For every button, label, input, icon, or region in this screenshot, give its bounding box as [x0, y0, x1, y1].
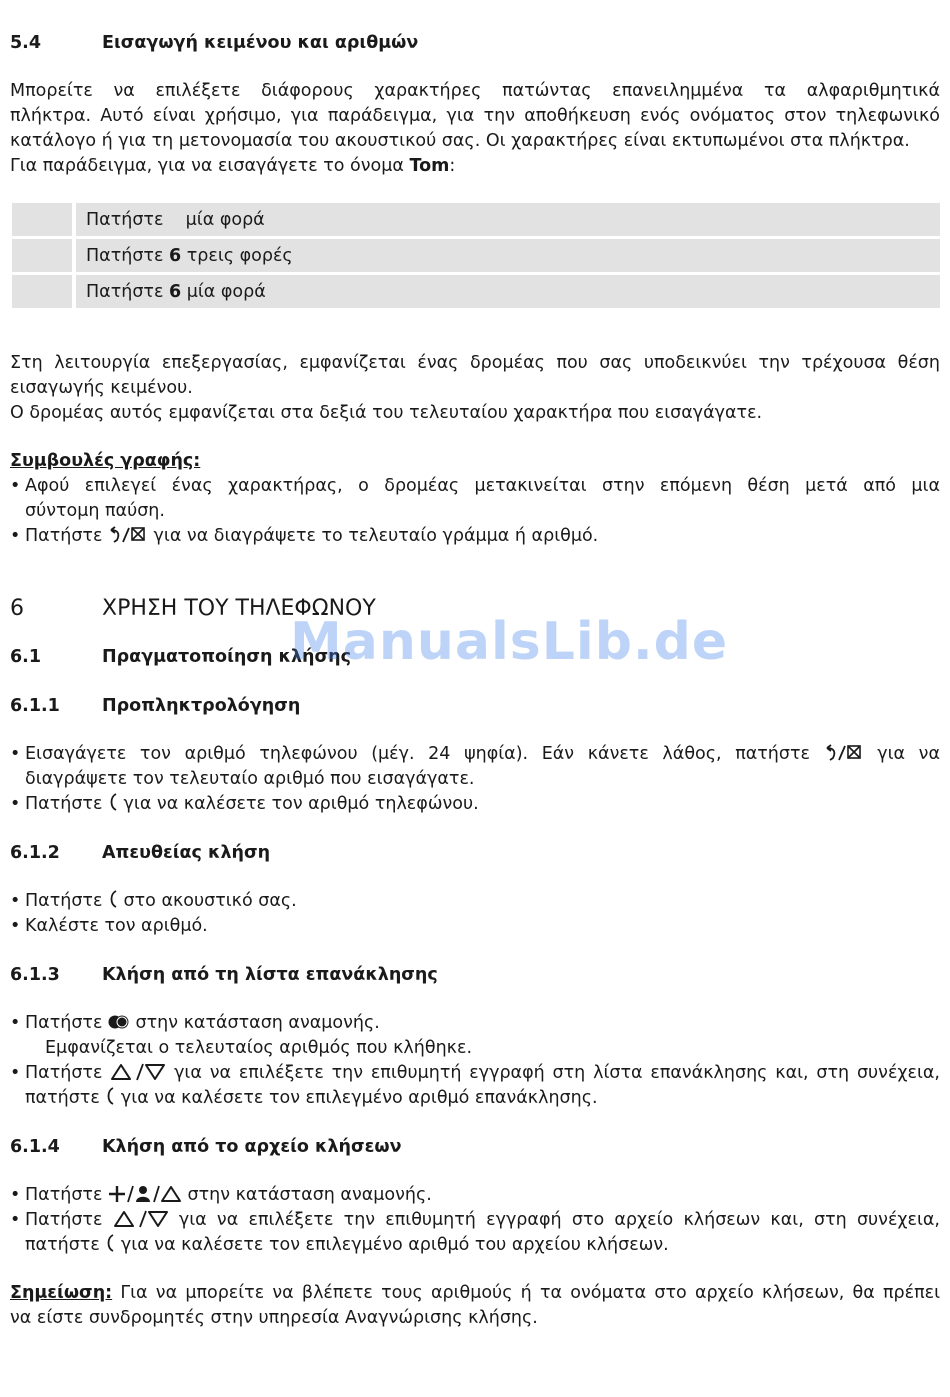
section-heading-6-1-1	[10, 693, 940, 719]
chapter-number: 6	[10, 596, 24, 621]
section-number: 6.1.1	[10, 696, 60, 716]
bullet-mark: •	[10, 1210, 21, 1230]
list-item	[10, 524, 940, 549]
watermark: ManualsLib.de	[290, 612, 729, 672]
key-cell	[12, 275, 76, 308]
item-text: στην κατάσταση αναμονής.	[181, 1185, 432, 1205]
item-text: Πατήστε	[25, 1185, 108, 1205]
item-text: Εισαγάγετε τον αριθμό τηλεφώνου (μέγ. 24 ψηφία). Εάν κάνετε λάθος, πατήστε	[25, 744, 824, 764]
item-subtext: Εμφανίζεται ο τελευταίος αριθμός που κλήθηκε.	[45, 1038, 473, 1058]
redial-icon	[108, 1013, 130, 1031]
section-title: Απευθείας κλήση	[102, 843, 271, 863]
list-item	[10, 889, 940, 914]
list-item	[10, 792, 940, 817]
item-text: για να καλέσετε τον επιλεγμένο αριθμό επανάκλησης.	[115, 1088, 598, 1108]
section-number: 5.4	[10, 33, 42, 53]
tip-text: για να διαγράψετε το τελευταίο γράμμα ή αριθμό.	[147, 526, 599, 546]
cell-text: Πατήστε	[86, 209, 186, 230]
section-title: Εισαγωγή κειμένου και αριθμών	[102, 33, 419, 53]
list-item	[10, 1183, 940, 1208]
section-number: 6.1	[10, 647, 42, 667]
bullet-mark: •	[10, 1063, 21, 1083]
item-text: στην κατάσταση αναμονής.	[129, 1013, 380, 1033]
item-text: Πατήστε	[25, 1013, 108, 1033]
edit-line-1: Στη λειτουργία επεξεργασίας, εμφανίζεται ένας δρομέας που σας υποδεικνύει την τρέχουσα θέση	[10, 353, 940, 373]
list-item	[10, 914, 940, 939]
note-text: Για να μπορείτε να βλέπετε τους αριθμούς ή τα ονόματα στο αρχείο κλήσεων, θα πρέπει	[112, 1283, 940, 1303]
item-text: Πατήστε	[25, 891, 108, 911]
note-line-2: να είστε συνδρομητές στην υπηρεσία Αναγνώρισης κλήσης.	[10, 1308, 538, 1328]
bullet-mark: •	[10, 916, 21, 936]
section-number: 6.1.2	[10, 843, 60, 863]
section-heading-6-1	[10, 644, 940, 670]
intro-text: Για παράδειγμα, για να εισαγάγετε το όνομα	[10, 156, 410, 176]
note-line-1	[10, 1281, 940, 1306]
list-item	[10, 474, 940, 524]
back-delete-icon	[824, 744, 864, 762]
chapter-heading-6	[10, 594, 940, 624]
note-label: Σημείωση:	[10, 1283, 113, 1303]
bullet-mark: •	[10, 794, 21, 814]
item-text: Καλέστε τον αριθμό.	[25, 916, 208, 936]
section-title: Κλήση από τη λίστα επανάκλησης	[102, 965, 438, 985]
intro-line-1: Μπορείτε να επιλέξετε διάφορους χαρακτήρες πατώντας επανειλημμένα τα αλφαριθμητικά	[10, 81, 940, 101]
key-cell	[12, 203, 76, 236]
edit-line-3: Ο δρομέας αυτός εμφανίζεται στα δεξιά του τελευταίου χαρακτήρα που εισαγάγατε.	[10, 403, 763, 423]
section-title: Κλήση από το αρχείο κλήσεων	[102, 1137, 402, 1157]
section-title: Πραγματοποίηση κλήσης	[102, 647, 351, 667]
call-icon	[105, 1233, 115, 1253]
section-heading-6-1-2	[10, 840, 940, 866]
cell-key: 6	[168, 245, 182, 266]
instruction-cell	[76, 203, 940, 236]
section-number: 6.1.3	[10, 965, 60, 985]
list-item	[10, 1208, 940, 1258]
call-icon	[105, 1086, 115, 1106]
item-text: για να επιλέξετε την επιθυμητή εγγραφή στο αρχείο κλήσεων και, στη συνέχεια,	[168, 1210, 940, 1230]
bullet-mark: •	[10, 891, 21, 911]
intro-line-4	[10, 154, 940, 179]
bullet-mark: •	[10, 526, 21, 546]
item-text: για να καλέσετε τον αριθμό τηλεφώνου.	[117, 794, 479, 814]
intro-colon: :	[449, 156, 456, 176]
up-down-arrows-icon	[113, 1210, 169, 1228]
item-text: πατήστε	[25, 1088, 106, 1108]
instruction-cell	[76, 239, 940, 272]
tip-text: Αφού επιλεγεί ένας χαρακτήρας, ο δρομέας μετακινείται στην επόμενη θέση μετά από μια	[25, 476, 940, 496]
intro-line-2: πλήκτρα. Αυτό είναι χρήσιμο, για παράδειγμα, για την αποθήκευση ενός ονόματος στον τηλεφωνικό	[10, 106, 940, 126]
table-row	[12, 275, 940, 308]
bullet-mark: •	[10, 476, 21, 496]
example-name: Tom	[409, 156, 450, 176]
instruction-cell	[76, 275, 940, 308]
section-heading-6-1-4	[10, 1134, 940, 1160]
item-text: Πατήστε	[25, 1063, 111, 1083]
cell-text: Πατήστε	[86, 281, 169, 302]
item-text: Πατήστε	[25, 794, 108, 814]
list-item	[10, 1061, 940, 1111]
chapter-title: ΧΡΗΣΗ ΤΟΥ ΤΗΛΕΦΩΝΟΥ	[102, 596, 376, 621]
call-icon	[108, 792, 118, 812]
bullet-mark: •	[10, 744, 21, 764]
plus-contact-up-icon	[108, 1185, 182, 1203]
item-text: για να επιλέξετε την επιθυμητή εγγραφή στη λίστα επανάκλησης και, στη συνέχεια,	[166, 1063, 940, 1083]
item-text: για να	[863, 744, 940, 764]
document-page	[10, 30, 940, 1331]
edit-line-2: εισαγωγής κειμένου.	[10, 378, 193, 398]
intro-line-3: κατάλογο ή για τη μετονομασία του ακουστικού σας. Οι χαρακτήρες είναι εκτυπωμένοι στα πλήκτρα.	[10, 131, 910, 151]
up-down-arrows-icon	[110, 1063, 166, 1081]
bullet-mark: •	[10, 1185, 21, 1205]
back-delete-icon	[108, 526, 148, 544]
table-row	[12, 203, 940, 236]
cell-text: Πατήστε	[86, 245, 169, 266]
item-text: πατήστε	[25, 1235, 106, 1255]
cell-key: 6	[168, 281, 182, 302]
section-title: Προπληκτρολόγηση	[102, 696, 301, 716]
call-icon	[108, 889, 118, 909]
bullet-mark: •	[10, 1013, 21, 1033]
item-text: διαγράψετε τον τελευταίο αριθμό που εισαγάγατε.	[25, 769, 475, 789]
table-row	[12, 239, 940, 272]
key-example-table	[12, 200, 940, 311]
cell-text: τρεις φορές	[181, 245, 293, 266]
section-number: 6.1.4	[10, 1137, 60, 1157]
tip-text: Πατήστε	[25, 526, 108, 546]
key-cell	[12, 239, 76, 272]
cell-text: μία φορά	[185, 209, 265, 230]
cell-text: μία φορά	[181, 281, 266, 302]
item-text: στο ακουστικό σας.	[117, 891, 297, 911]
tips-title: Συμβουλές γραφής:	[10, 451, 201, 471]
list-item	[10, 1011, 940, 1036]
item-text: για να καλέσετε τον επιλεγμένο αριθμό του αρχείου κλήσεων.	[115, 1235, 669, 1255]
tip-text: σύντομη παύση.	[25, 501, 165, 521]
section-heading-5-4	[10, 30, 940, 56]
item-text: Πατήστε	[25, 1210, 113, 1230]
list-item	[10, 742, 940, 792]
section-heading-6-1-3	[10, 962, 940, 988]
